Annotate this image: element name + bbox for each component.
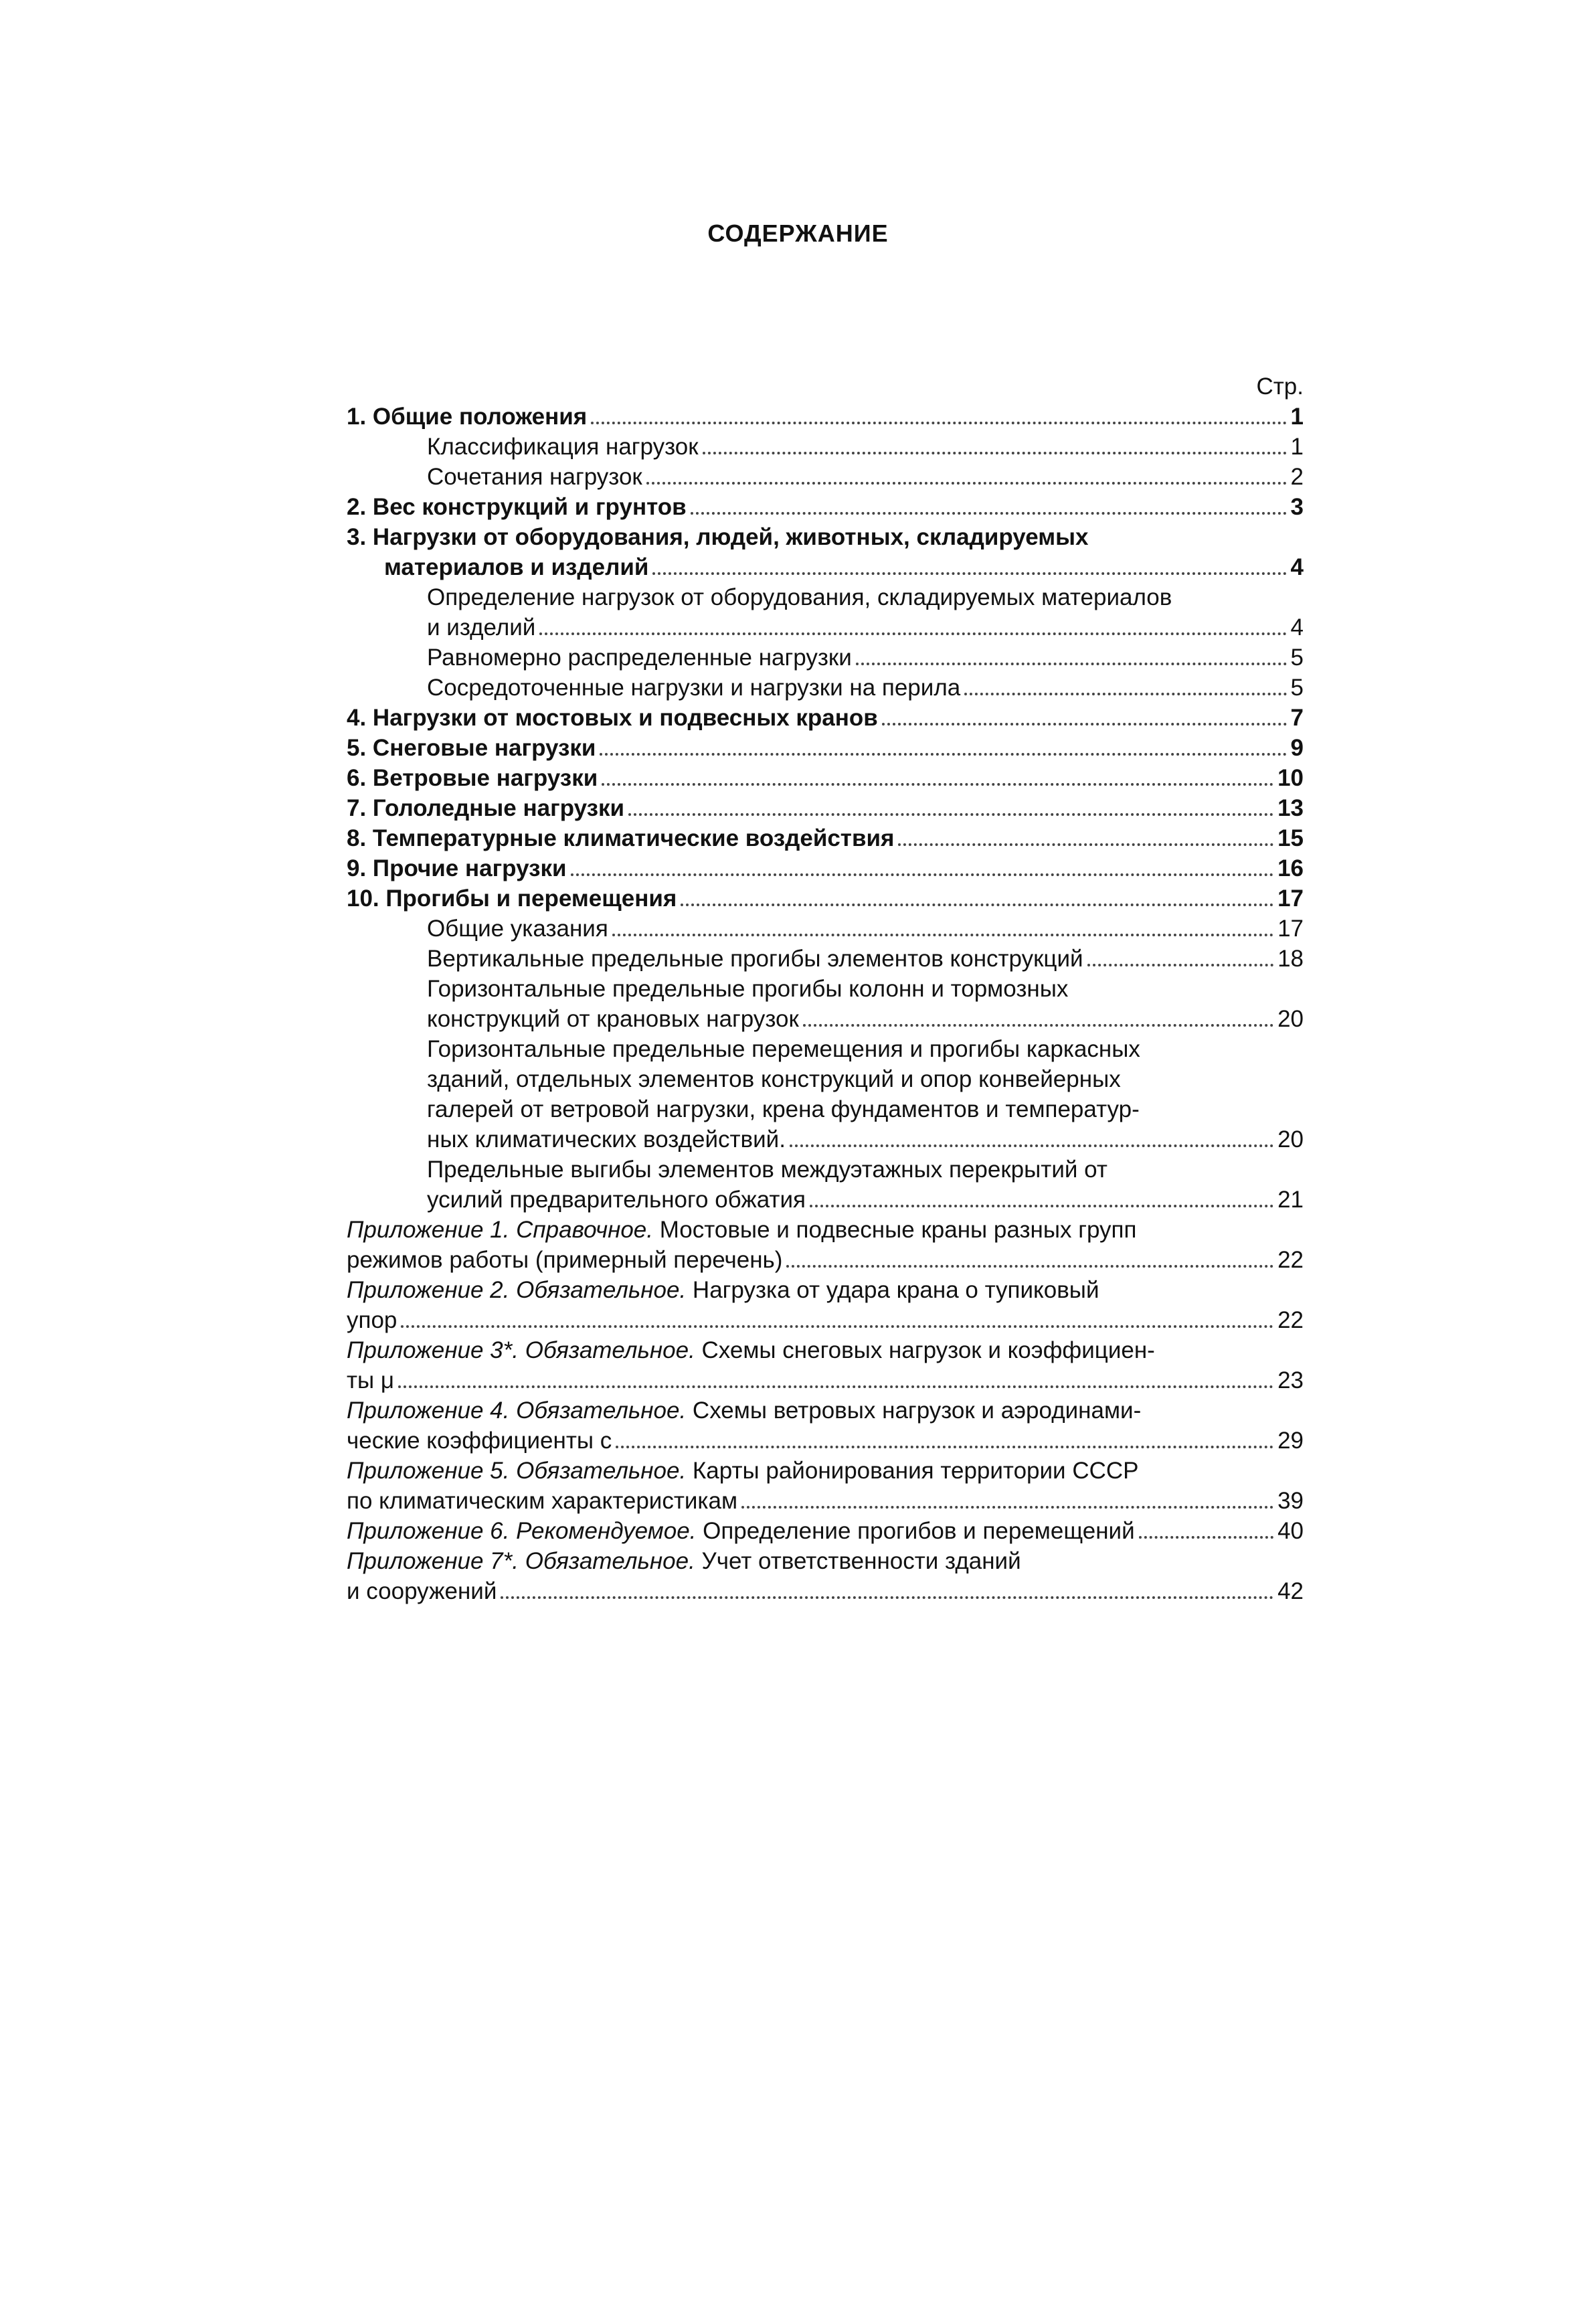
toc-entry-title — [347, 1305, 397, 1335]
toc-entry — [347, 1365, 1304, 1395]
toc-entry-text: 7. Гололедные нагрузки — [347, 795, 625, 821]
toc-entry — [347, 1576, 1304, 1606]
toc-page-number: 1 — [1290, 434, 1304, 460]
dot-leader — [398, 1385, 1273, 1388]
toc-entry-title — [347, 703, 878, 733]
toc-entry-text: Схемы ветровых нагрузок и аэродинами- — [686, 1397, 1142, 1424]
toc-entry — [347, 1094, 1304, 1124]
toc-entry-text: по климатическим характеристикам — [347, 1488, 738, 1514]
dot-leader — [600, 753, 1286, 756]
toc-entry-title — [347, 823, 894, 853]
page-column-label: Стр. — [1256, 373, 1304, 400]
toc-entry-title — [347, 1397, 1141, 1424]
toc-entry — [347, 552, 1304, 582]
toc-entry-text: галерей от ветровой нагрузки, крена фундаментов и температур- — [427, 1096, 1140, 1122]
toc-entry-text: Определение нагрузок от оборудования, складируемых материалов — [427, 584, 1172, 610]
toc-entry — [347, 462, 1304, 492]
dot-leader — [741, 1506, 1273, 1509]
dot-leader — [628, 813, 1273, 816]
toc-entry-text: ных климатических воздействий. — [427, 1126, 786, 1153]
toc-entry-title — [347, 402, 587, 432]
appendix-label: Приложение 6. Рекомендуемое. — [347, 1518, 697, 1544]
toc-entry-title — [427, 432, 699, 462]
toc-entry-text: Горизонтальные предельные перемещения и прогибы каркасных — [427, 1036, 1140, 1062]
toc-page-number: 29 — [1277, 1428, 1304, 1454]
toc-entry-text: Предельные выгибы элементов междуэтажных перекрытий от — [427, 1157, 1107, 1183]
toc-entry-title — [427, 1036, 1140, 1062]
toc-page-number: 21 — [1277, 1187, 1304, 1213]
appendix-label: Приложение 1. Справочное. — [347, 1217, 653, 1243]
toc-entry — [347, 974, 1304, 1004]
toc-entry-text: Учет ответственности зданий — [695, 1548, 1021, 1574]
dot-leader — [703, 452, 1287, 454]
toc-entry-title — [427, 976, 1068, 1002]
toc-page-number: 4 — [1290, 614, 1304, 641]
toc-entry — [347, 1395, 1304, 1426]
dot-leader — [1087, 964, 1273, 966]
toc-entry-text: 3. Нагрузки от оборудования, людей, животных, складируемых — [347, 524, 1089, 550]
toc-page-number: 5 — [1290, 675, 1304, 701]
toc-entry-title — [427, 584, 1172, 610]
toc-entry-title — [347, 1277, 1099, 1303]
toc-page-number: 22 — [1277, 1247, 1304, 1273]
toc-entry — [347, 1155, 1304, 1185]
appendix-label: Приложение 3*. Обязательное. — [347, 1337, 695, 1363]
toc-entry-title — [347, 1365, 394, 1395]
toc-entry — [347, 1486, 1304, 1516]
toc-entry-title — [347, 793, 624, 823]
toc-entry — [347, 1034, 1304, 1064]
appendix-label: Приложение 5. Обязательное. — [347, 1458, 687, 1484]
toc-entry-text: Схемы снеговых нагрузок и коэффициен- — [695, 1337, 1155, 1363]
toc-entry — [347, 763, 1304, 793]
appendix-label: Приложение 7*. Обязательное. — [347, 1548, 695, 1574]
toc-entry — [347, 1245, 1304, 1275]
dot-leader — [856, 663, 1287, 665]
toc-entry — [347, 1305, 1304, 1335]
dot-leader — [681, 904, 1273, 906]
toc-entry-title — [347, 883, 677, 914]
dot-leader — [803, 1024, 1273, 1027]
toc-entry-title — [347, 1245, 782, 1275]
toc-entry-text: зданий, отдельных элементов конструкций и опор конвейерных — [427, 1066, 1121, 1092]
dot-leader — [401, 1325, 1273, 1328]
toc-entry — [347, 402, 1304, 432]
dot-leader — [652, 572, 1286, 575]
toc-entry-text: 1. Общие положения — [347, 404, 588, 430]
toc-entry — [347, 944, 1304, 974]
dot-leader — [646, 482, 1287, 485]
toc-page-number: 22 — [1277, 1307, 1304, 1333]
toc-page-number: 39 — [1277, 1488, 1304, 1514]
toc-entry-text: ческие коэффициенты c — [347, 1428, 612, 1454]
toc-entry-text: 8. Температурные климатические воздействия — [347, 825, 895, 851]
toc-entry — [347, 643, 1304, 673]
toc-entry — [347, 1124, 1304, 1155]
toc-entry — [347, 733, 1304, 763]
toc-entry-title — [347, 1516, 1135, 1546]
toc-page-number: 17 — [1277, 885, 1304, 912]
toc-entry-text: Классификация нагрузок — [427, 434, 699, 460]
appendix-label: Приложение 4. Обязательное. — [347, 1397, 687, 1424]
toc-entry — [347, 1426, 1304, 1456]
toc-entry-text: Равномерно распределенные нагрузки — [427, 645, 852, 671]
toc-entry-text: Горизонтальные предельные прогибы колонн и тормозных — [427, 976, 1069, 1002]
toc-entry-title — [427, 643, 852, 673]
toc-entry — [347, 582, 1304, 612]
toc-entry — [347, 853, 1304, 883]
toc-entry-text: 6. Ветровые нагрузки — [347, 765, 598, 791]
dot-leader — [571, 873, 1274, 876]
toc-entry-text: и изделий — [427, 614, 536, 641]
toc-entry-text: Общие указания — [427, 916, 608, 942]
toc-entry-text: 5. Снеговые нагрузки — [347, 735, 596, 761]
toc-entry-title — [427, 1124, 786, 1155]
toc-page-number: 5 — [1290, 645, 1304, 671]
toc-entry-text: Определение прогибов и перемещений — [696, 1518, 1135, 1544]
toc-page-number: 1 — [1290, 404, 1304, 430]
toc-entry-title — [347, 1337, 1155, 1363]
toc-page-number: 13 — [1277, 795, 1304, 821]
toc-entry — [347, 612, 1304, 643]
dot-leader — [1139, 1536, 1273, 1539]
toc-entry-text: конструкций от крановых нагрузок — [427, 1006, 799, 1032]
toc-entry — [347, 1064, 1304, 1094]
toc-entry-title — [427, 1004, 799, 1034]
toc-page-number: 10 — [1277, 765, 1304, 791]
toc-entry — [347, 522, 1304, 552]
toc-entry-title — [427, 1185, 806, 1215]
appendix-label: Приложение 2. Обязательное. — [347, 1277, 687, 1303]
toc-entry-text: Сочетания нагрузок — [427, 464, 642, 490]
toc-entry-title — [347, 492, 687, 522]
toc-entry — [347, 793, 1304, 823]
toc-entry-title — [427, 944, 1083, 974]
toc-entry-title — [427, 914, 608, 944]
toc-entry-text: 10. Прогибы и перемещения — [347, 885, 677, 912]
toc-page-number: 17 — [1277, 916, 1304, 942]
toc-entry-title — [347, 1458, 1139, 1484]
toc-page-number: 15 — [1277, 825, 1304, 851]
toc-page-number: 4 — [1290, 554, 1304, 580]
toc-entry-title — [347, 524, 1089, 550]
dot-leader — [810, 1205, 1273, 1207]
toc-entry-title — [347, 853, 567, 883]
toc-entry — [347, 823, 1304, 853]
toc-page-number: 18 — [1277, 946, 1304, 972]
toc-entry-text: 4. Нагрузки от мостовых и подвесных кранов — [347, 705, 878, 731]
toc-page-number: 20 — [1277, 1126, 1304, 1153]
toc-entry-text: ты μ — [347, 1367, 395, 1393]
toc-entry-title — [347, 1217, 1136, 1243]
toc-entry — [347, 914, 1304, 944]
dot-leader — [616, 1446, 1273, 1448]
toc-entry-text: Сосредоточенные нагрузки и нагрузки на перила — [427, 675, 961, 701]
toc-page-number: 20 — [1277, 1006, 1304, 1032]
toc-entry — [347, 703, 1304, 733]
toc-entry-title — [427, 673, 960, 703]
toc-entry-text: 9. Прочие нагрузки — [347, 855, 567, 881]
toc-entry — [347, 883, 1304, 914]
toc-entry — [347, 432, 1304, 462]
toc-entry — [347, 1185, 1304, 1215]
toc-entry-title — [347, 1426, 612, 1456]
dot-leader — [602, 783, 1273, 786]
toc-page-number: 16 — [1277, 855, 1304, 881]
dot-leader — [691, 512, 1287, 515]
toc-entry-title — [427, 612, 535, 643]
toc-entry-text: усилий предварительного обжатия — [427, 1187, 806, 1213]
toc-entry-text: режимов работы (примерный перечень) — [347, 1247, 783, 1273]
dot-leader — [612, 934, 1273, 936]
dot-leader — [964, 693, 1286, 695]
dot-leader — [790, 1144, 1273, 1147]
toc-entry-title — [427, 462, 642, 492]
dot-leader — [786, 1265, 1273, 1268]
toc-entry-title — [427, 1157, 1107, 1183]
toc-entry — [347, 1215, 1304, 1245]
toc-entry-text: материалов и изделий — [384, 554, 649, 580]
toc-page-number: 23 — [1277, 1367, 1304, 1393]
toc-page-number: 7 — [1290, 705, 1304, 731]
toc-entry-text: Вертикальные предельные прогибы элементов конструкций — [427, 946, 1083, 972]
toc-entry-title — [347, 733, 596, 763]
toc-entry-text: 2. Вес конструкций и грунтов — [347, 494, 687, 520]
toc-entry-text: Нагрузка от удара крана о тупиковый — [686, 1277, 1099, 1303]
toc-page-number: 2 — [1290, 464, 1304, 490]
toc-entry — [347, 1275, 1304, 1305]
toc-entry-title — [347, 1486, 737, 1516]
toc-page-number: 3 — [1290, 494, 1304, 520]
toc-entry — [347, 1004, 1304, 1034]
page-title: СОДЕРЖАНИЕ — [707, 220, 889, 247]
dot-leader — [898, 843, 1273, 846]
toc-page-number: 9 — [1290, 735, 1304, 761]
dot-leader — [501, 1596, 1273, 1599]
toc-entry-text: Мостовые и подвесные краны разных групп — [653, 1217, 1137, 1243]
toc-entry — [347, 1516, 1304, 1546]
toc-entry — [347, 1456, 1304, 1486]
toc-page-number: 42 — [1277, 1578, 1304, 1604]
dot-leader — [539, 632, 1286, 635]
toc-entry — [347, 492, 1304, 522]
dot-leader — [882, 723, 1287, 726]
toc-entry — [347, 673, 1304, 703]
toc-entry-text: Карты районирования территории СССР — [686, 1458, 1139, 1484]
toc-entry-title — [347, 1576, 497, 1606]
toc-entry — [347, 1335, 1304, 1365]
toc-entry-title — [427, 1096, 1140, 1122]
toc-entry-text: упор — [347, 1307, 397, 1333]
toc-page-number: 40 — [1277, 1518, 1304, 1544]
toc-entry — [347, 1546, 1304, 1576]
toc-entry-title — [347, 763, 598, 793]
toc-entry-title — [427, 1066, 1121, 1092]
toc-entry-text: и сооружений — [347, 1578, 497, 1604]
table-of-contents — [347, 371, 1304, 1606]
dot-leader — [591, 422, 1286, 424]
toc-entry-title — [347, 1548, 1021, 1574]
toc-entry-title — [384, 552, 648, 582]
